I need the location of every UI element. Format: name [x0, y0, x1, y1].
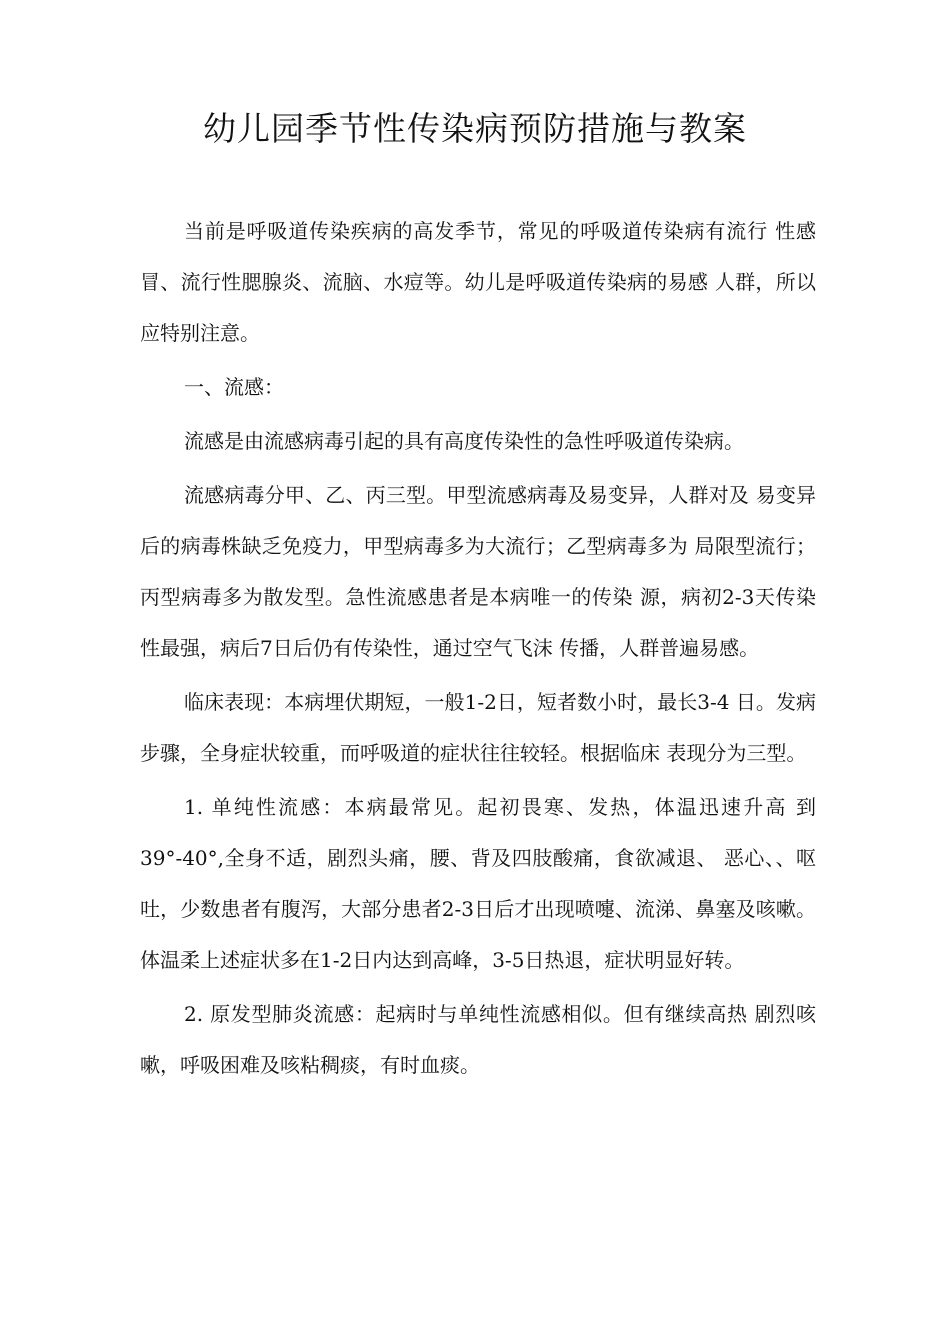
paragraph-intro: 当前是呼吸道传染疾病的高发季节，常见的呼吸道传染病有流行 性感冒、流行性腮腺炎、流脑、水痘等。幼儿是呼吸道传染病的易感 人群，所以应特别注意。	[140, 219, 816, 345]
paragraph-pneumonia-flu: 2. 原发型肺炎流感：起病时与单纯性流感相似。但有继续高热 剧烈咳嗽，呼吸困难及咳粘稠痰，有时血痰。	[140, 1002, 816, 1077]
paragraph-simple-flu: 1. 单纯性流感：本病最常见。起初畏寒、发热，体温迅速升高 到39°-40°,全身不适，剧烈头痛，腰、背及四肢酸痛，食欲减退、 恶心、、呕吐，少数患者有腹泻，大部分患者2-3日后才出现喷嚏、流涕、鼻塞及咳嗽。体温柔上述症状多在1-2日内达到高峰，3-5日热退，症状明显好转。	[140, 795, 816, 972]
document-body	[140, 206, 816, 1091]
paragraph-flu-types: 流感病毒分甲、乙、丙三型。甲型流感病毒及易变异，人群对及 易变异后的病毒株缺乏免疫力，甲型病毒多为大流行；乙型病毒多为 局限型流行；丙型病毒多为散发型。急性流感患者是本病唯一的传染 源，病初2-3天传染性最强，病后7日后仍有传染性，通过空气飞沫 传播，人群普遍易感。	[140, 483, 816, 660]
document-title: 幼儿园季节性传染病预防措施与教案	[203, 109, 747, 148]
paragraph-flu-definition: 流感是由流感病毒引起的具有高度传染性的急性呼吸道传染病。	[184, 429, 744, 453]
section-heading-flu: 一、流感：	[184, 375, 284, 399]
paragraph-clinical-symptoms: 临床表现：本病埋伏期短，一般1-2日，短者数小时，最长3-4 日。发病步骤，全身症状较重，而呼吸道的症状往往较轻。根据临床 表现分为三型。	[140, 690, 816, 765]
